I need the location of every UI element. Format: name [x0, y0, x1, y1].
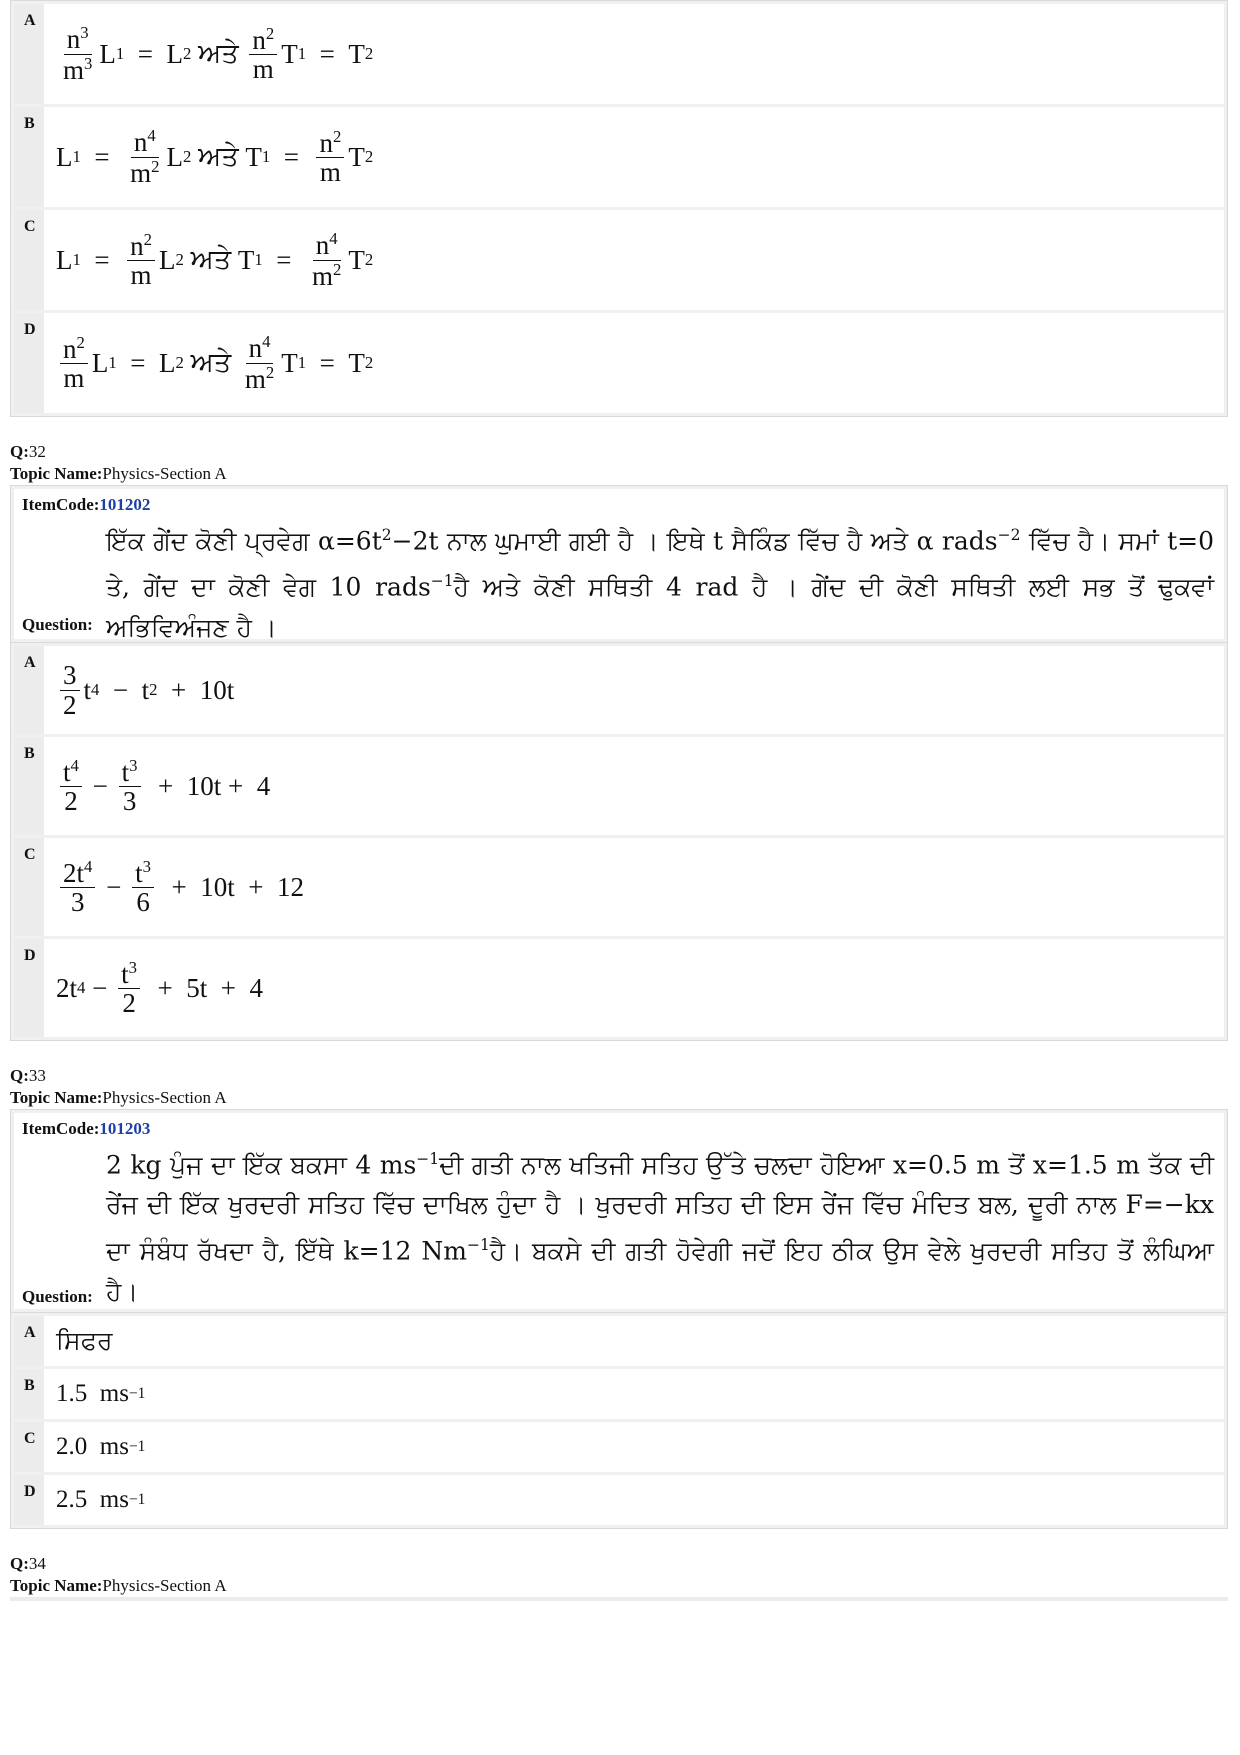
question-number: Q:32 [10, 442, 46, 461]
option-d[interactable] [14, 1475, 1224, 1525]
option-a[interactable] [14, 646, 1224, 734]
option-b[interactable] [14, 1369, 1224, 1419]
question-32 [10, 441, 1228, 1041]
option-formula: $\frac{n^2}{m}$ L 1 = L 2 ਅਤੇ $\frac{n^4}{m^2}$ T 1 = T 2 [44, 313, 1224, 413]
option-letter: C [14, 1422, 44, 1472]
topic-name: Topic Name:Physics-Section A [10, 1576, 227, 1595]
option-b[interactable] [14, 737, 1224, 835]
q32-options [10, 643, 1228, 1041]
question-33 [10, 1065, 1228, 1529]
option-letter: C [14, 838, 44, 936]
option-formula: L 1 = $\frac{n^4}{m^2}$ L 2 ਅਤੇ T 1 = $\frac{n^2}{m}$ T 2 [44, 107, 1224, 207]
option-a[interactable] [14, 4, 1224, 104]
option-formula: $\frac{n^3}{m^3}$ L 1 = L 2 ਅਤੇ $\frac{n^2}{m}$ T 1 = T 2 [44, 4, 1224, 104]
option-formula: $\frac{3}{2}$ t 4 − t 2 + 10t [44, 646, 1224, 734]
option-letter: A [14, 1316, 44, 1366]
option-letter: D [14, 1475, 44, 1525]
question-box [10, 1109, 1228, 1313]
q31-options [10, 0, 1228, 417]
option-formula: L 1 = $\frac{n^2}{m}$ L 2 ਅਤੇ T 1 = $\frac{n^4}{m^2}$ T 2 [44, 210, 1224, 310]
option-letter: B [14, 1369, 44, 1419]
question-number: Q:34 [10, 1554, 46, 1573]
option-letter: C [14, 210, 44, 310]
option-c[interactable] [14, 1422, 1224, 1472]
option-formula: $\frac{2t^4}{3}$ − $\frac{t^3}{6}$ + 10t + 12 [44, 838, 1224, 936]
option-letter: D [14, 313, 44, 413]
divider [10, 1597, 1228, 1601]
option-d[interactable] [14, 939, 1224, 1037]
question-label: Question: [22, 1287, 93, 1306]
question-34 [10, 1553, 1228, 1601]
question-label: Question: [22, 615, 93, 634]
option-letter: B [14, 107, 44, 207]
option-text: 2.5 ms −1 [44, 1475, 1224, 1525]
option-letter: D [14, 939, 44, 1037]
option-text: ਸਿਫਰ [44, 1316, 1224, 1366]
question-text: 2 kg ਪੁੰਜ ਦਾ ਇੱਕ ਬਕਸਾ 4 $ms^{-1}ਦੀ$ ਗਤੀ ਨਾਲ ਖਤਿਜੀ ਸਤਿਹ ਉੱਤੇ ਚਲਦਾ ਹੋਇਆ x=0.5 m ਤੋਂ x=1.5 m ਤੱਕ ਦੀ ਰੇਂਜ ਦੀ ਇੱਕ ਖੁਰਦਰੀ ਸਤਿਹ ਵਿੱਚ ਦਾਖਿਲ ਹੁੰਦਾ ਹੈ । ਖੁਰਦਰੀ ਸਤਿਹ ਦੀ ਇਸ ਰੇਂਜ ਵਿੱਚ ਮੰਦਿਤ ਬਲ, ਦੂਰੀ ਨਾਲ F=−kx ਦਾ ਸੰਬੰਧ ਰੱਖਦਾ ਹੈ, ਇੱਥੇ k=12 $Nm^{-1}ਹੈ।$ ਬਕਸੇ ਦੀ ਗਤੀ ਹੋਵੇਗੀ ਜਦੋਂ ਇਹ ਠੀਕ ਉਸ ਵੇਲੇ ਖੁਰਦਰੀ ਸਤਿਹ ਤੋਂ ਲੰਘਿਆ ਹੈ। [106, 1150, 1214, 1306]
item-code: ItemCode:101202 [22, 495, 151, 514]
option-d[interactable] [14, 313, 1224, 413]
option-b[interactable] [14, 107, 1224, 207]
option-c[interactable] [14, 838, 1224, 936]
option-formula: 2t 4 − $\frac{t^3}{2}$ + 5t + 4 [44, 939, 1224, 1037]
question-text: ਇੱਕ ਗੇਂਦ ਕੋਣੀ ਪ੍ਰਵੇਗ $\alpha=6t^2-2t$ ਨਾਲ ਘੁਮਾਈ ਗਈ ਹੈ । ਇਥੇ t ਸੈਕਿੰਡ ਵਿੱਚ ਹੈ ਅਤੇ α rads$^{-2}$ ਵਿੱਚ ਹੈ। ਸਮਾਂ t=0 ਤੇ, ਗੇਂਦ ਦਾ ਕੋਣੀ ਵੇਗ 10 rads$^{-1}$ਹੈ ਅਤੇ ਕੋਣੀ ਸਥਿਤੀ 4 rad ਹੈ । ਗੇਂਦ ਦੀ ਕੋਣੀ ਸਥਿਤੀ ਲਈ ਸਭ ਤੋਂ ਢੁਕਵਾਂ ਅਭਿਵਿਅੰਜਣ ਹੈ । [106, 526, 1214, 642]
option-a[interactable] [14, 1316, 1224, 1366]
option-formula: $\frac{t^4}{2}$ − $\frac{t^3}{3}$ + 10t + 4 [44, 737, 1224, 835]
option-text: 1.5 ms −1 [44, 1369, 1224, 1419]
option-letter: A [14, 4, 44, 104]
question-number: Q:33 [10, 1066, 46, 1085]
option-letter: A [14, 646, 44, 734]
item-code: ItemCode:101203 [22, 1119, 151, 1138]
question-box [10, 485, 1228, 643]
document-page [10, 0, 1228, 1601]
option-c[interactable] [14, 210, 1224, 310]
topic-name: Topic Name:Physics-Section A [10, 464, 227, 483]
option-letter: B [14, 737, 44, 835]
topic-name: Topic Name:Physics-Section A [10, 1088, 227, 1107]
option-text: 2.0 ms −1 [44, 1422, 1224, 1472]
q33-options [10, 1313, 1228, 1529]
